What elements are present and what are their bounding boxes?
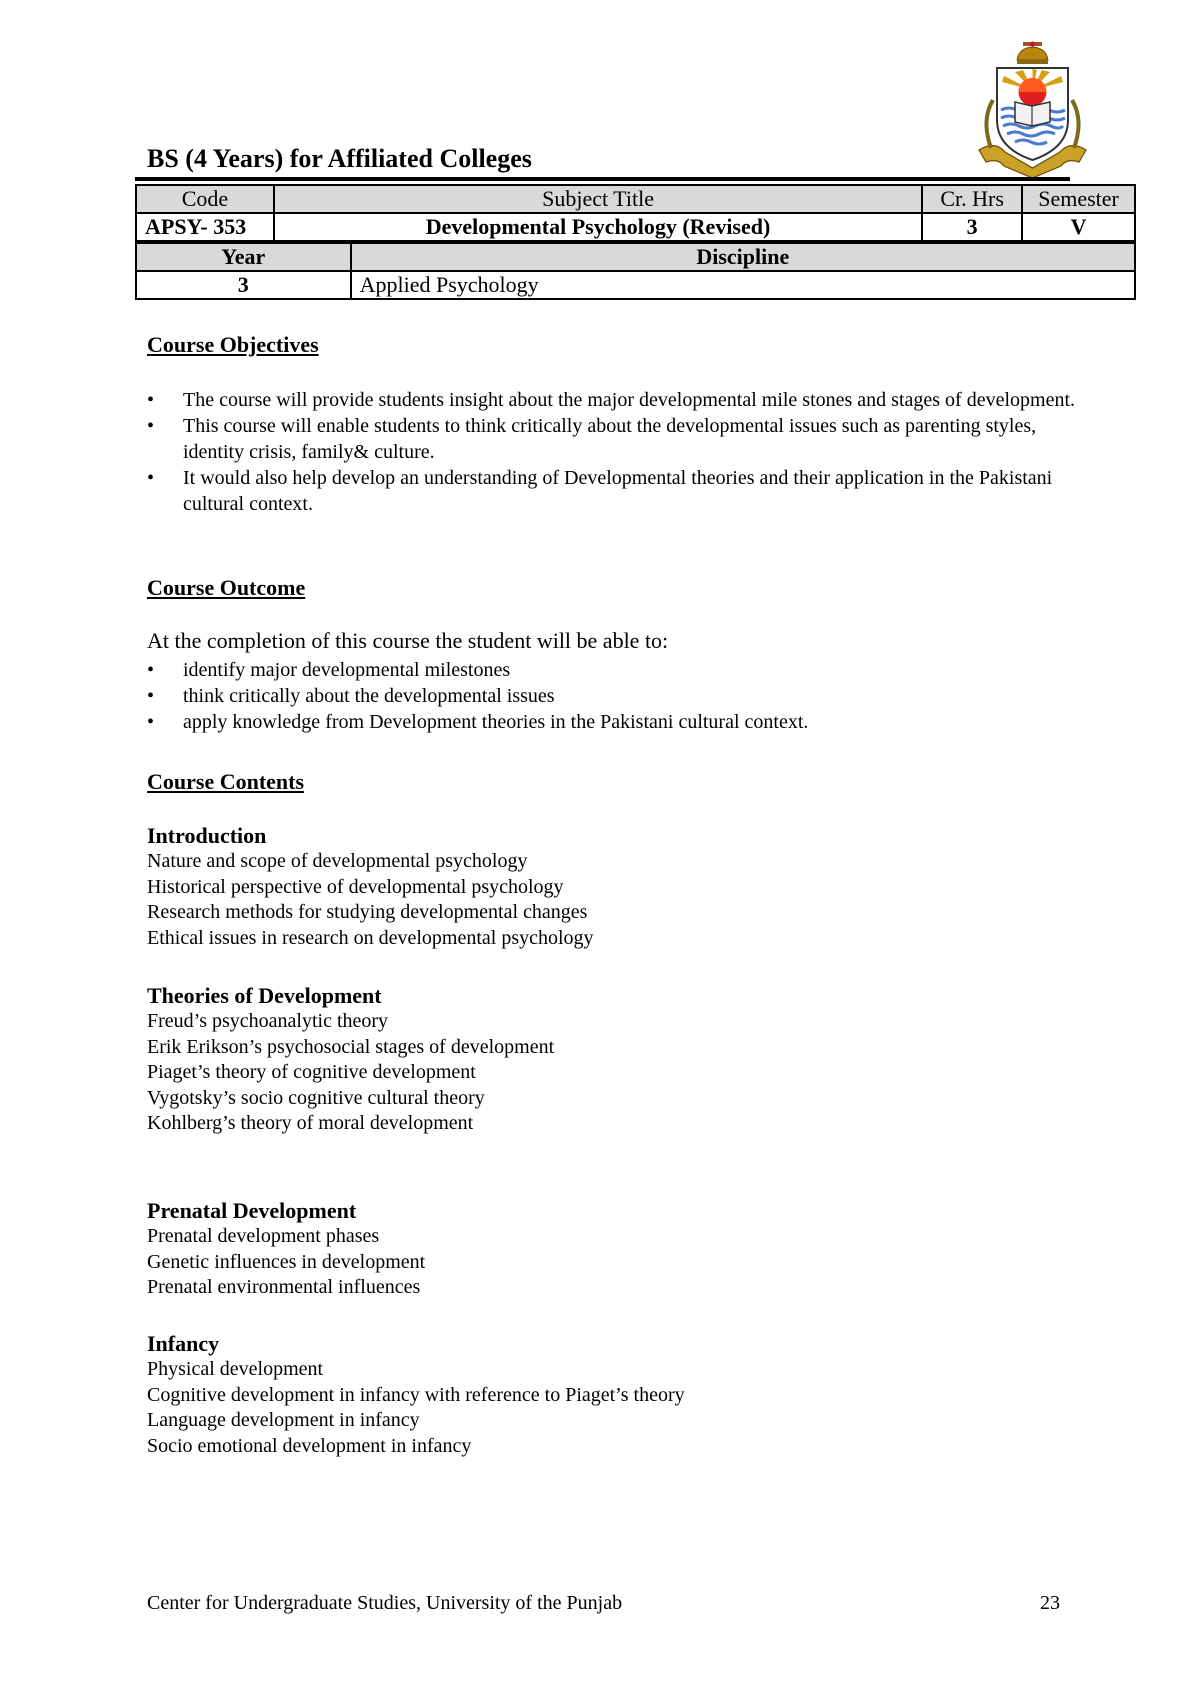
list-item: • think critically about the developmental issues [147,683,1087,709]
list-item: • apply knowledge from Development theories in the Pakistani cultural context. [147,709,1087,735]
list-item: Physical development [147,1358,324,1380]
section-prenatal-development [147,1198,1047,1301]
list-item: Piaget’s theory of cognitive development [147,1061,476,1084]
header-semester: Semester [1022,185,1135,213]
course-info-table [135,184,1136,242]
list-item: Socio emotional development in infancy [147,1434,472,1457]
list-item: Genetic influences in development [147,1250,426,1273]
section-theories-of-development [147,983,1047,1137]
list-item: • It would also help develop an understanding of Developmental theories and their application in the Pakistani cultural context. [147,465,1087,517]
semester: V [1022,213,1135,241]
list-item: Nature and scope of developmental psychology [147,850,528,872]
section-heading: Theories of Development [147,983,382,1008]
header-subject-title: Subject Title [274,185,922,213]
list-item: Kohlberg’s theory of moral development [147,1112,474,1135]
list-item: Prenatal environmental influences [147,1276,421,1299]
footer-text: Center for Undergraduate Studies, University of the Punjab [147,1592,623,1614]
list-item: Freud’s psychoanalytic theory [147,1010,389,1032]
list-item: Historical perspective of developmental psychology [147,875,564,898]
list-item: • This course will enable students to think critically about the developmental issues such as parenting styles, identity crisis, family& culture. [147,413,1087,465]
list-item: Vygotsky’s socio cognitive cultural theory [147,1086,485,1109]
list-item: Erik Erikson’s psychosocial stages of development [147,1035,555,1058]
list-item: • The course will provide students insight about the major developmental mile stones and stages of development. [147,387,1087,413]
table-header-row [136,185,1135,213]
objectives-list [147,387,1087,517]
outcome-list [147,657,1087,735]
section-heading: Prenatal Development [147,1198,357,1223]
document-title: BS (4 Years) for Affiliated Colleges [147,144,532,173]
list-item: Ethical issues in research on developmental psychology [147,926,594,949]
section-heading: Infancy [147,1331,220,1356]
header-year: Year [136,243,351,271]
list-item: Research methods for studying developmental changes [147,901,588,924]
section-heading: Introduction [147,823,267,848]
course-discipline-table [135,242,1136,300]
header-credit-hours: Cr. Hrs [922,185,1022,213]
list-item: Language development in infancy [147,1409,420,1432]
page-number: 23 [1040,1592,1060,1614]
university-crest-icon [975,40,1090,180]
course-code: APSY- 353 [136,213,274,241]
section-introduction [147,823,1047,951]
year-value: 3 [136,271,351,299]
objectives-title: Course Objectives [147,332,319,357]
outcome-intro: At the completion of this course the student will be able to: [147,628,669,653]
credit-hours: 3 [922,213,1022,241]
discipline-value: Applied Psychology [351,271,1135,299]
table-row [136,213,1135,241]
contents-title: Course Contents [147,769,305,794]
list-item: • identify major developmental milestones [147,657,1087,683]
list-item: Cognitive development in infancy with reference to Piaget’s theory [147,1383,685,1406]
header-discipline: Discipline [351,243,1135,271]
list-item: Prenatal development phases [147,1225,380,1247]
outcome-title: Course Outcome [147,575,306,600]
section-infancy [147,1331,1047,1459]
heading-divider [135,177,1070,181]
subject-title: Developmental Psychology (Revised) [274,213,922,241]
header-code: Code [136,185,274,213]
table-row [136,271,1135,299]
table-header-row [136,243,1135,271]
